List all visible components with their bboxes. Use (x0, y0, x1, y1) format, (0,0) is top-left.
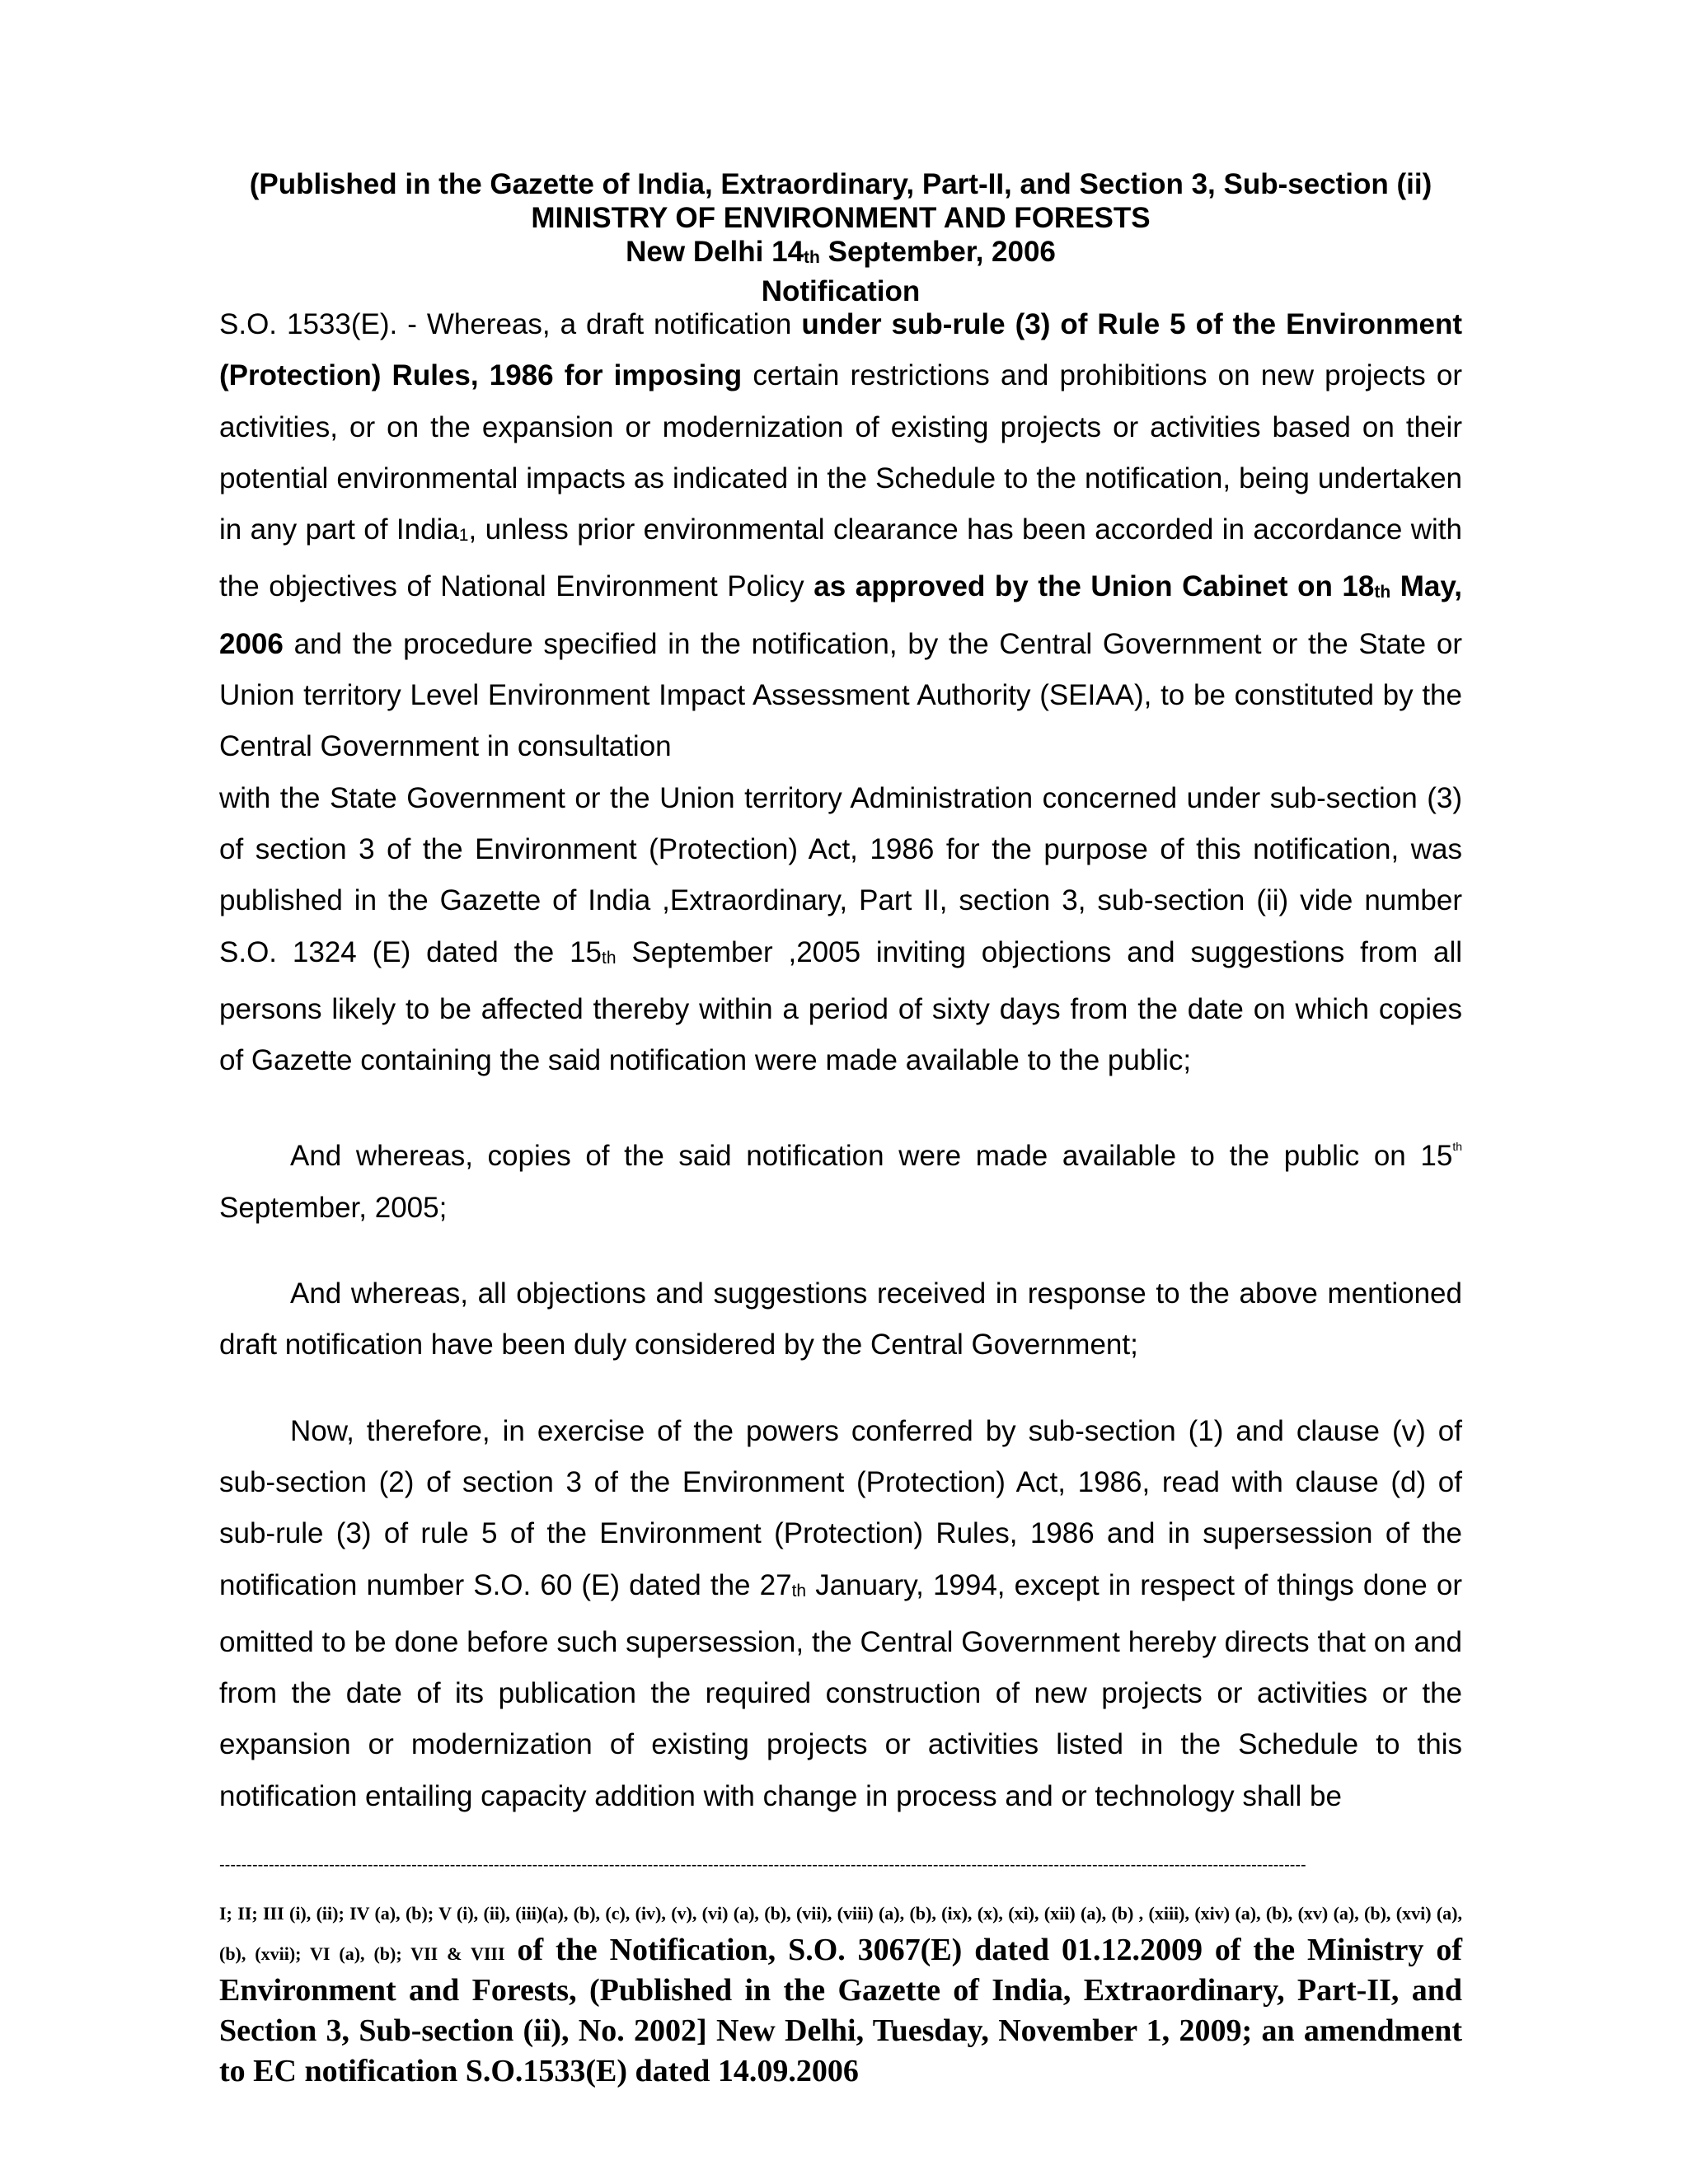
date-line (219, 235, 1462, 274)
document-header (219, 167, 1462, 308)
document-body (219, 299, 1462, 1822)
paragraph-whereas-draft-continued (219, 773, 1462, 1087)
p1-bold-ordinal: th (1374, 583, 1391, 602)
paragraph-objections-considered: And whereas, all objections and suggestions received in response to the above mentioned draft notification have been duly considered by the Central Government; (219, 1277, 1462, 1361)
p1-text-5: with the State Government or the Union territory Administration concerned under sub-section (3) of section 3 of the Environment (Protection) Act, 1986 for the purpose of this notification, was published in the Gazette of India ,Extraordinary, Part II, section 3, sub-section (ii) vide number S.O. 1324 (E) dated the 15 (219, 781, 1462, 968)
gazette-publication-line: (Published in the Gazette of India, Extraordinary, Part-II, and Section 3, Sub-section (ii) (249, 168, 1432, 200)
p1-text-4: and the procedure specified in the notification, by the Central Government or the State or Union territory Level Environment Impact Assessment Authority (SEIAA), to be constituted by the Central Government in consultation (219, 627, 1462, 763)
p1-bold-1: under sub-rule (3) of Rule 5 of the Environment (Protection) Rules, 1986 for imposing (219, 308, 1462, 392)
date-line-text: New Delhi 14 (626, 236, 804, 268)
p4-ordinal: th (791, 1581, 807, 1601)
p2-text-1: And whereas, copies of the said notification were made available to the public on 15 (290, 1140, 1453, 1173)
paragraph-whereas-draft (219, 299, 1462, 773)
footnote-marker: 1 (458, 526, 469, 546)
p2-ordinal: th (1452, 1140, 1462, 1154)
p1-ordinal: th (602, 948, 617, 968)
p4-text-2: January, 1994, except in respect of things done or omitted to be done before such supersession, the Central Government hereby directs that on and from the date of its publication the required construction of new projects or activities or the expansion or modernization of existing projects or activities listed in the Schedule to this notification entailing capacity addition with change in process and or technology shall be (219, 1568, 1463, 1812)
p1-bold-3: May, 2006 (219, 570, 1462, 660)
p1-text-1: S.O. 1533(E). - Whereas, a draft notification (219, 308, 802, 340)
footnote-separator: ------------------------------------------------------------------------------------------------------------------------------------------------------------------------------------------------------ (219, 1859, 1306, 1871)
footnote (219, 1896, 1462, 2093)
footnote-text (219, 1896, 1462, 2093)
date-line-rest: September, 2006 (819, 236, 1056, 268)
paragraph-copies-available (219, 1121, 1462, 1234)
p2-text-2: September, 2005; (219, 1191, 448, 1224)
paragraph-now-therefore (219, 1406, 1462, 1822)
footnote-amendment-reference: of the Notification, S.O. 3067(E) dated 01.12.2009 of the Ministry of Environment and Forests, (Published in the Gazette of India, Extraordinary, Part-II, and Section 3, Sub-section (ii), No. 2002] New Delhi, Tuesday, November 1, 2009; an amendment to EC notification S.O.1533(E) dated 14.09.2006 (219, 1933, 1462, 2088)
notification-heading: Notification (761, 275, 921, 307)
p1-text-2: certain restrictions and prohibitions on new projects or activities, or on the expansion or modernization of existing projects or activities based on their potential environmental impacts as indicated in the Schedule to the notification, being undertaken in any part of India (219, 359, 1462, 546)
p1-bold-2: as approved by the Union Cabinet on 18 (814, 570, 1375, 603)
p4-text-1: Now, therefore, in exercise of the powers conferred by sub-section (1) and clause (v) of sub-section (2) of section 3 of the Environment (Protection) Act, 1986, read with clause (d) of sub-rule (3) of rule 5 of the Environment (Protection) Rules, 1986 and in supersession of the notification number S.O. 60 (E) dated the 27 (219, 1414, 1462, 1601)
date-ordinal-suffix: th (804, 248, 820, 267)
p1-text-3: , unless prior environmental clearance has been accorded in accordance with the objectives of National Environment Policy (219, 513, 1462, 603)
ministry-title: MINISTRY OF ENVIRONMENT AND FORESTS (531, 202, 1151, 234)
p1-text-6: September ,2005 inviting objections and suggestions from all persons likely to be affected thereby within a period of sixty days from the date on which copies of Gazette containing the said notification were made available to the public; (219, 935, 1463, 1077)
footnote-amended-items: I; II; III (i), (ii); IV (a), (b); V (i), (ii), (iii)(a), (b), (c), (iv), (v), (vi) (a), (b), (vii), (viii) (a), (b), (ix), (x), (xi), (xii) (a), (b) , (xiii), (xiv) (a), (b), (xv) (a), (b), (xvi) (a), (b), (xvii); VI (a), (b); VII & VIII (219, 1903, 1462, 1964)
